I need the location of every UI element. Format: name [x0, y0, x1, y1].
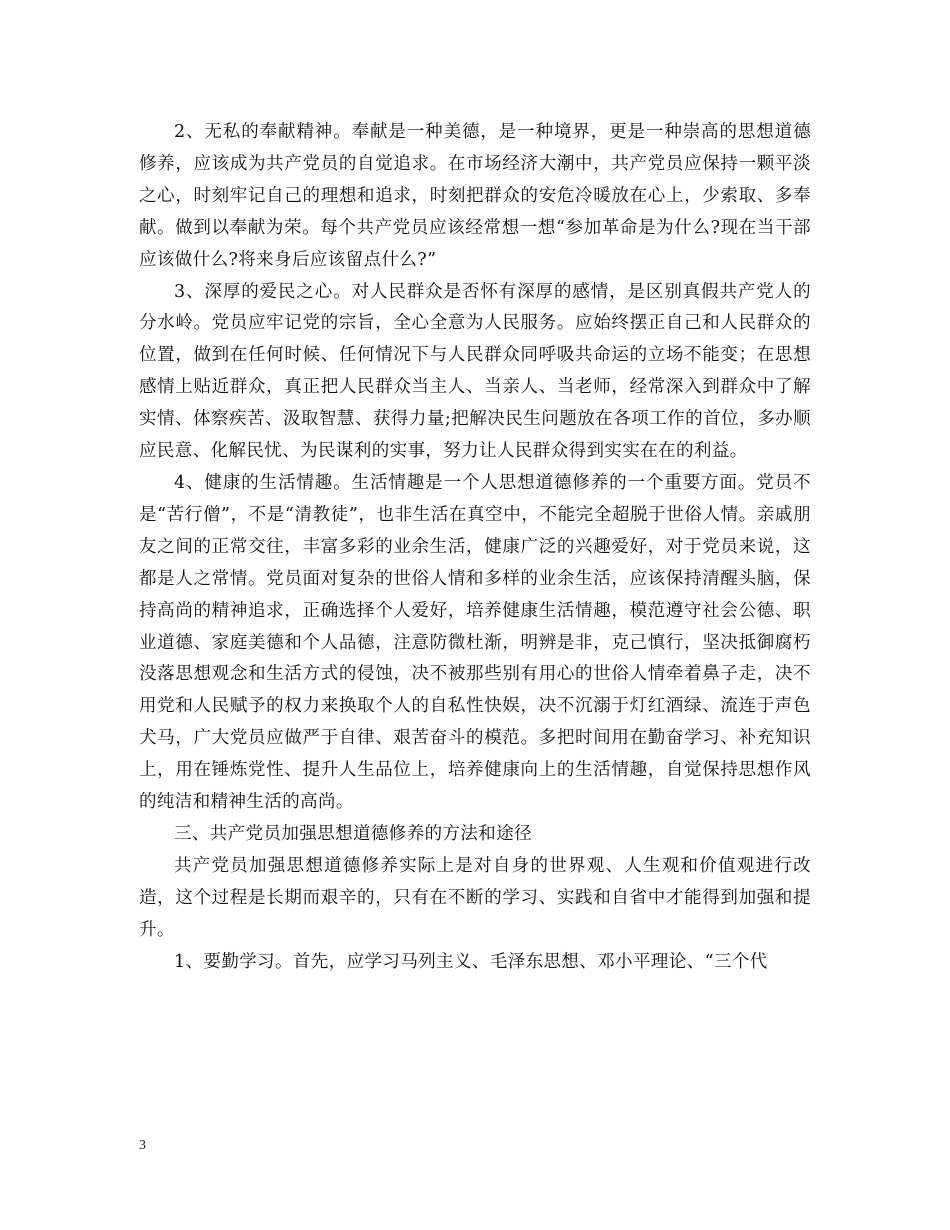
document-body: [139, 117, 811, 978]
section-heading-methods: 三、共产党员加强思想道德修养的方法和途径: [174, 823, 532, 844]
page-number: 3: [139, 1138, 146, 1153]
paragraph-healthy-life: 4、健康的生活情趣。生活情趣是一个人思想道德修养的一个重要方面。党员不是“苦行僧”，不是“清教徒”，也非生活在真空中，不能完全超脱于世俗人情。亲戚朋友之间的正常交往，丰富多彩的业余生活，健康广泛的兴趣爱好，对于党员来说，这都是人之常情。党员面对复杂的世俗人情和多样的业余生活，应该保持清醒头脑，保持高尚的精神追求，正确选择个人爱好，培养健康生活情趣，模范遵守社会公德、职业道德、家庭美德和个人品德，注意防微杜渐，明辨是非，克己慎行，坚决抵御腐朽没落思想观念和生活方式的侵蚀，决不被那些别有用心的世俗人情牵着鼻子走，决不用党和人民赋予的权力来换取个人的自私性快娱，决不沉溺于灯红酒绿、流连于声色犬马，广大党员应做严于自律、艰苦奋斗的模范。多把时间用在勤奋学习、补充知识上，用在锤炼党性、提升人生品位上，培养健康向上的生活情趣，自觉保持思想作风的纯洁和精神生活的高尚。: [139, 472, 811, 813]
paragraph-study-diligently: 1、要勤学习。首先，应学习马列主义、毛泽东思想、邓小平理论、“三个代: [174, 951, 768, 972]
paragraph-love-for-people: 3、深厚的爱民之心。对人民群众是否怀有深厚的感情，是区别真假共产党人的分水岭。党员应牢记党的宗旨，全心全意为人民服务。应始终摆正自己和人民群众的位置，做到在任何时候、任何情况下与人民群众同呼吸共命运的立场不能变；在思想感情上贴近群众，真正把人民群众当主人、当亲人、当老师，经常深入到群众中了解实情、体察疾苦、汲取智慧、获得力量;把解决民生问题放在各项工作的首位，多办顺应民意、化解民忧、为民谋利的实事，努力让人民群众得到实实在在的利益。: [139, 281, 811, 462]
paragraph-methods-intro: 共产党员加强思想道德修养实际上是对自身的世界观、人生观和价值观进行改造，这个过程是长期而艰辛的，只有在不断的学习、实践和自省中才能得到加强和提升。: [139, 855, 811, 940]
paragraph-selfless-dedication: 2、无私的奉献精神。奉献是一种美德，是一种境界，更是一种崇高的思想道德修养，应该成为共产党员的自觉追求。在市场经济大潮中，共产党员应保持一颗平淡之心，时刻牢记自己的理想和追求，时刻把群众的安危冷暖放在心上，少索取、多奉献。做到以奉献为荣。每个共产党员应该经常想一想“参加革命是为什么?现在当干部应该做什么?将来身后应该留点什么?”: [139, 122, 811, 270]
